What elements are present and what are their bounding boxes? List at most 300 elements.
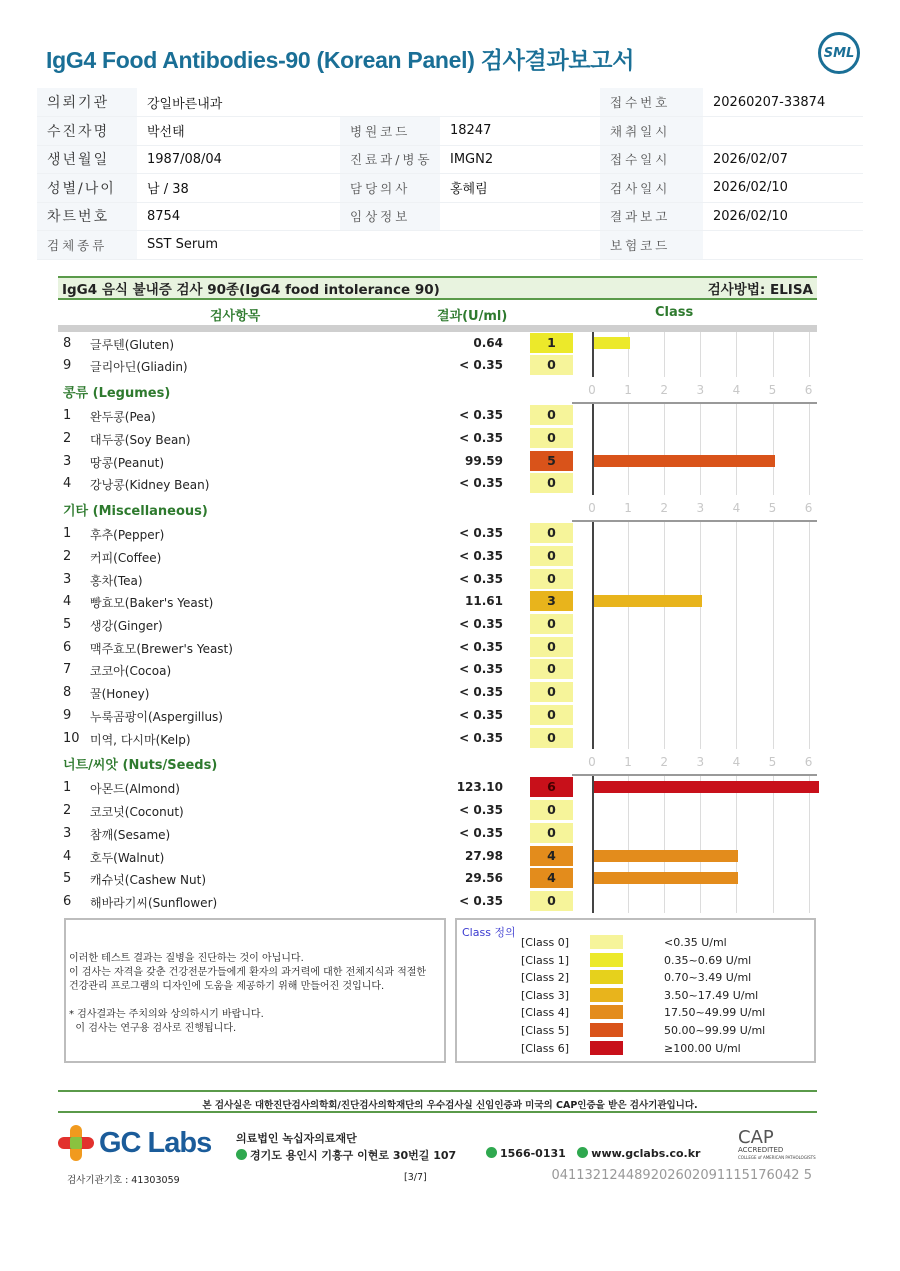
item-name: 아몬드(Almond)	[90, 782, 180, 797]
class-tick-label: 3	[696, 755, 705, 770]
disclaimer-line: 이 검사는 연구용 검사로 진행됩니다.	[69, 1023, 237, 1034]
legend-range: 50.00~99.99 U/ml	[664, 1024, 766, 1037]
gridline	[628, 727, 629, 750]
info-label: 검체종류	[37, 231, 137, 260]
legend-row	[457, 987, 814, 1005]
item-result: < 0.35	[459, 358, 503, 373]
gridline	[664, 522, 665, 545]
item-name: 참깨(Sesame)	[90, 827, 171, 842]
class-tick-label: 6	[804, 501, 813, 516]
class-tick-label: 2	[660, 755, 668, 770]
page-number: [3/7]	[404, 1172, 427, 1183]
table-row	[0, 681, 900, 704]
class-bar	[594, 850, 738, 862]
table-row	[0, 568, 900, 591]
item-number: 8	[63, 335, 72, 351]
class-chart	[592, 776, 817, 799]
class-badge: 0	[530, 823, 573, 843]
gridline	[736, 822, 737, 845]
phone-icon	[486, 1147, 497, 1158]
legend-swatch	[590, 988, 623, 1002]
class-tick-label: 4	[732, 382, 741, 397]
item-name: 맥주효모(Brewer's Yeast)	[90, 641, 233, 656]
info-value: 2026/02/10	[703, 202, 863, 231]
gridline	[664, 704, 665, 727]
gridline	[773, 568, 774, 591]
class-badge: 0	[530, 637, 573, 657]
item-name: 꿀(Honey)	[90, 687, 150, 702]
class-tick-label: 1	[624, 501, 632, 516]
gridline	[809, 681, 810, 704]
info-label: 차트번호	[37, 202, 137, 231]
location-icon	[236, 1149, 247, 1160]
item-number: 5	[63, 871, 72, 887]
item-name: 호두(Walnut)	[90, 850, 165, 865]
class-badge: 0	[530, 569, 573, 589]
class-chart	[592, 522, 817, 545]
item-number: 3	[63, 571, 72, 587]
legend-range: 17.50~49.99 U/ml	[664, 1006, 766, 1020]
info-label: 채취일시	[600, 117, 703, 146]
gridline	[628, 636, 629, 659]
info-label	[340, 88, 440, 117]
gridline	[664, 404, 665, 427]
item-result: < 0.35	[459, 430, 503, 445]
table-row	[0, 545, 900, 568]
gridline	[628, 681, 629, 704]
table-row	[0, 354, 900, 377]
gridline	[773, 332, 774, 355]
legend-class: [Class 4]	[520, 1006, 569, 1020]
item-number: 9	[63, 358, 72, 374]
info-label: 병원코드	[340, 117, 440, 146]
gridline	[700, 636, 701, 659]
item-number: 8	[63, 685, 72, 701]
item-name: 캐슈넛(Cashew Nut)	[90, 873, 207, 888]
item-number: 2	[63, 430, 72, 446]
item-number: 6	[63, 893, 72, 909]
gridline	[736, 890, 737, 913]
gridline	[809, 354, 810, 377]
gridline	[628, 613, 629, 636]
gridline	[773, 799, 774, 822]
gridline	[700, 704, 701, 727]
legend-row	[457, 952, 814, 970]
legend-row	[457, 1040, 814, 1058]
section-title: 기타 (Miscellaneous)	[63, 504, 208, 520]
item-number: 1	[63, 526, 72, 542]
item-result: 27.98	[465, 848, 503, 863]
class-tick-label: 4	[732, 501, 741, 516]
item-number: 5	[63, 617, 72, 633]
class-tick-label: 0	[588, 501, 596, 516]
class-badge: 5	[530, 451, 573, 471]
org-name: 의료법인 녹십자의료재단	[236, 1132, 357, 1145]
gridline	[664, 727, 665, 750]
gridline	[736, 613, 737, 636]
info-value: IMGN2	[440, 145, 600, 174]
class-tick-label: 3	[696, 501, 705, 516]
patient-info-table	[37, 88, 863, 260]
legend-class: [Class 0]	[520, 936, 569, 949]
gridline	[809, 822, 810, 845]
gridline	[809, 845, 810, 868]
table-row	[0, 332, 900, 355]
section-title: 너트/씨앗 (Nuts/Seeds)	[63, 758, 218, 774]
legend-row	[457, 1004, 814, 1022]
gridline	[809, 450, 810, 473]
gridline	[809, 522, 810, 545]
info-row	[37, 231, 863, 260]
item-result: 123.10	[456, 780, 503, 795]
item-name: 완두콩(Pea)	[90, 410, 156, 425]
item-name: 글루텐(Gluten)	[90, 337, 175, 352]
info-label: 수진자명	[37, 117, 137, 146]
gridline	[773, 613, 774, 636]
legend-swatch	[590, 935, 623, 949]
gridline	[664, 636, 665, 659]
legend-swatch	[590, 953, 623, 967]
gridline	[664, 658, 665, 681]
class-chart	[592, 890, 817, 913]
class-chart	[592, 354, 817, 377]
gridline	[773, 427, 774, 450]
item-number: 2	[63, 549, 72, 564]
class-bar	[594, 872, 738, 884]
table-row	[0, 822, 900, 845]
cap-small: COLLEGE of AMERICAN PATHOLOGISTS	[738, 1155, 816, 1160]
gridline	[700, 522, 701, 545]
info-row	[37, 117, 863, 146]
gridline	[773, 472, 774, 495]
gridline	[736, 404, 737, 427]
gridline	[628, 568, 629, 591]
info-row	[37, 88, 863, 117]
gridline	[809, 867, 810, 890]
gridline	[664, 332, 665, 355]
info-label: 결과보고	[600, 202, 703, 231]
table-row	[0, 799, 900, 822]
gridline	[664, 472, 665, 495]
gridline	[664, 799, 665, 822]
item-name: 글리아딘(Gliadin)	[90, 360, 188, 375]
gridline	[736, 681, 737, 704]
gridline	[736, 727, 737, 750]
gridline	[664, 613, 665, 636]
gridline	[773, 845, 774, 868]
item-result: 99.59	[465, 453, 503, 468]
gridline	[809, 613, 810, 636]
info-value: 8754	[137, 202, 340, 231]
info-label: 담당의사	[340, 174, 440, 203]
item-result: < 0.35	[459, 730, 503, 745]
info-value: 박선태	[137, 117, 340, 146]
item-result: < 0.35	[459, 408, 503, 423]
legend-swatch	[590, 1023, 623, 1037]
gridline	[773, 681, 774, 704]
item-result: 0.64	[473, 335, 503, 350]
item-result: < 0.35	[459, 893, 503, 908]
sml-logo: SML	[818, 32, 860, 74]
class-tick-label: 6	[804, 382, 813, 397]
item-name: 생강(Ginger)	[90, 619, 163, 634]
info-value: 2026/02/10	[703, 174, 863, 203]
item-name: 강낭콩(Kidney Bean)	[90, 478, 210, 493]
section-title: 콩류 (Legumes)	[63, 385, 171, 401]
table-row	[0, 450, 900, 473]
info-label: 임상정보	[340, 202, 440, 231]
gridline	[628, 799, 629, 822]
item-name: 미역, 다시마(Kelp)	[90, 732, 191, 747]
class-chart	[592, 867, 817, 890]
institution-code: 검사기관기호 : 41303059	[67, 1175, 180, 1186]
item-result: < 0.35	[459, 571, 503, 586]
item-result: 29.56	[465, 871, 503, 886]
gridline	[700, 545, 701, 568]
class-chart	[592, 799, 817, 822]
class-badge: 0	[530, 405, 573, 425]
item-result: < 0.35	[459, 825, 503, 840]
class-tick-label: 1	[624, 382, 632, 397]
gridline	[700, 822, 701, 845]
divider	[58, 1111, 817, 1113]
info-value	[440, 88, 600, 117]
gridline	[809, 704, 810, 727]
gridline	[736, 522, 737, 545]
gridline	[736, 472, 737, 495]
info-label: 접수번호	[600, 88, 703, 117]
website[interactable]: www.gclabs.co.kr	[591, 1147, 701, 1160]
item-number: 6	[63, 639, 72, 655]
info-value: 2026/02/07	[703, 145, 863, 174]
gridline	[736, 799, 737, 822]
gridline	[809, 332, 810, 355]
class-chart	[592, 822, 817, 845]
class-chart	[592, 658, 817, 681]
gridline	[736, 568, 737, 591]
class-badge: 0	[530, 355, 573, 375]
item-result: < 0.35	[459, 476, 503, 491]
class-chart	[592, 450, 817, 473]
class-badge: 3	[530, 591, 573, 611]
table-row	[0, 704, 900, 727]
info-label: 검사일시	[600, 174, 703, 203]
item-name: 후추(Pepper)	[90, 528, 165, 543]
info-label: 생년월일	[37, 145, 137, 174]
cap-sub: ACCREDITED	[738, 1146, 784, 1154]
class-chart	[592, 704, 817, 727]
gridline	[773, 354, 774, 377]
legend-swatch	[590, 1041, 623, 1055]
gridline	[809, 890, 810, 913]
table-row	[0, 522, 900, 545]
gridline	[628, 822, 629, 845]
class-bar	[594, 595, 702, 607]
info-value: 남 / 38	[137, 174, 340, 203]
gridline	[664, 568, 665, 591]
class-badge: 4	[530, 868, 573, 888]
legend-range: ≥100.00 U/ml	[664, 1041, 741, 1055]
table-row	[0, 658, 900, 681]
contact	[486, 1147, 700, 1160]
disclaimer-box	[64, 918, 446, 1063]
item-name: 코코아(Cocoa)	[90, 664, 172, 679]
gridline	[700, 613, 701, 636]
item-result: < 0.35	[459, 662, 503, 677]
class-chart	[592, 427, 817, 450]
test-method: 검사방법: ELISA	[707, 282, 813, 298]
item-result: < 0.35	[459, 803, 503, 818]
gridline	[773, 404, 774, 427]
info-row	[37, 145, 863, 174]
gridline	[664, 890, 665, 913]
item-number: 4	[63, 594, 72, 610]
item-number: 4	[63, 476, 72, 492]
item-number: 10	[63, 730, 80, 746]
gridline	[773, 658, 774, 681]
legend-swatch	[590, 970, 623, 984]
item-number: 3	[63, 825, 72, 841]
table-row	[0, 590, 900, 613]
item-number: 2	[63, 803, 72, 819]
col-item-header: 검사항목	[210, 309, 261, 324]
gridline	[773, 867, 774, 890]
table-row	[0, 845, 900, 868]
legend-range: 0.35~0.69 U/ml	[664, 953, 752, 967]
col-class-header: Class	[655, 305, 694, 320]
class-chart	[592, 404, 817, 427]
section-header	[0, 749, 900, 776]
item-name: 땅콩(Peanut)	[90, 455, 165, 470]
item-number: 3	[63, 453, 72, 469]
class-badge: 0	[530, 546, 573, 566]
test-title: IgG4 음식 불내증 검사 90종(IgG4 food intolerance 90)	[62, 282, 440, 298]
class-tick-label: 0	[588, 755, 596, 770]
table-row	[0, 472, 900, 495]
class-badge: 0	[530, 800, 573, 820]
gridline	[700, 890, 701, 913]
class-badge: 0	[530, 705, 573, 725]
legend-class: [Class 3]	[520, 988, 569, 1002]
class-badge: 0	[530, 523, 573, 543]
gridline	[700, 427, 701, 450]
gridline	[809, 472, 810, 495]
gridline	[628, 354, 629, 377]
gridline	[736, 658, 737, 681]
info-label	[340, 231, 440, 260]
gridline	[736, 545, 737, 568]
class-legend	[455, 918, 816, 1063]
class-tick-label: 3	[696, 382, 705, 397]
gridline	[773, 822, 774, 845]
section-header	[0, 495, 900, 522]
gridline	[664, 427, 665, 450]
legend-range: 0.70~3.49 U/ml	[664, 971, 752, 985]
item-result: < 0.35	[459, 617, 503, 632]
gridline	[809, 568, 810, 591]
item-name: 누룩곰팡이(Aspergillus)	[90, 709, 223, 724]
info-value	[703, 231, 863, 260]
gridline	[736, 354, 737, 377]
disclaimer-line	[69, 994, 444, 1008]
info-value	[440, 231, 600, 260]
class-chart	[592, 590, 817, 613]
disclaimer-line: 이러한 테스트 결과는 질병을 진단하는 것이 아닙니다.	[69, 953, 304, 964]
legend-range: 3.50~17.49 U/ml	[664, 988, 759, 1002]
legend-title: Class 정의	[462, 926, 516, 939]
gridline	[628, 658, 629, 681]
class-chart	[592, 472, 817, 495]
gridline	[628, 427, 629, 450]
test-header	[58, 276, 817, 300]
disclaimer-line: * 검사결과는 주치의와 상의하시기 바랍니다.	[69, 1009, 264, 1020]
class-bar	[594, 781, 819, 793]
info-row	[37, 202, 863, 231]
item-name: 홍차(Tea)	[90, 573, 143, 588]
gridline	[628, 890, 629, 913]
gridline	[700, 799, 701, 822]
info-label: 보험코드	[600, 231, 703, 260]
class-chart	[592, 613, 817, 636]
gridline	[773, 522, 774, 545]
gridline	[700, 681, 701, 704]
class-tick-label: 2	[660, 382, 668, 397]
cap-text: CAP	[738, 1127, 774, 1148]
certification-text: 본 검사실은 대한진단검사의학회/진단검사의학재단의 우수검사실 신임인증과 미국의 CAP인증을 받은 검사기관입니다.	[202, 1100, 698, 1111]
class-badge: 0	[530, 659, 573, 679]
table-row	[0, 636, 900, 659]
gridline	[700, 727, 701, 750]
gridline	[736, 590, 737, 613]
class-badge: 4	[530, 846, 573, 866]
section-header	[0, 377, 900, 404]
gridline	[773, 636, 774, 659]
class-chart	[592, 332, 817, 355]
gridline	[773, 890, 774, 913]
gridline	[809, 727, 810, 750]
class-tick-label: 2	[660, 501, 668, 516]
disclaimer-line: 이 검사는 자격을 갖춘 건강전문가들에게 환자의 과거력에 대한 전체지식과 적절한	[69, 967, 427, 978]
item-result: 11.61	[465, 594, 503, 609]
gridline	[664, 354, 665, 377]
gridline	[628, 404, 629, 427]
gridline	[736, 704, 737, 727]
brand-name: GC Labs	[99, 1126, 212, 1159]
gridline	[664, 681, 665, 704]
gridline	[628, 704, 629, 727]
home-icon	[577, 1147, 588, 1158]
item-number: 4	[63, 848, 72, 864]
class-chart	[592, 636, 817, 659]
class-chart	[592, 545, 817, 568]
legend-range: <0.35 U/ml	[664, 936, 727, 949]
class-badge: 1	[530, 333, 573, 353]
item-number: 1	[63, 408, 72, 424]
class-badge: 6	[530, 777, 573, 797]
gridline	[773, 590, 774, 613]
class-chart	[592, 568, 817, 591]
col-result-header: 결과(U/ml)	[437, 309, 508, 324]
class-chart	[592, 845, 817, 868]
class-badge: 0	[530, 728, 573, 748]
gridline	[700, 332, 701, 355]
item-number: 7	[63, 662, 72, 678]
class-badge: 0	[530, 891, 573, 911]
phone: 1566-0131	[500, 1147, 566, 1160]
legend-row	[457, 1022, 814, 1040]
item-result: < 0.35	[459, 639, 503, 654]
class-badge: 0	[530, 473, 573, 493]
